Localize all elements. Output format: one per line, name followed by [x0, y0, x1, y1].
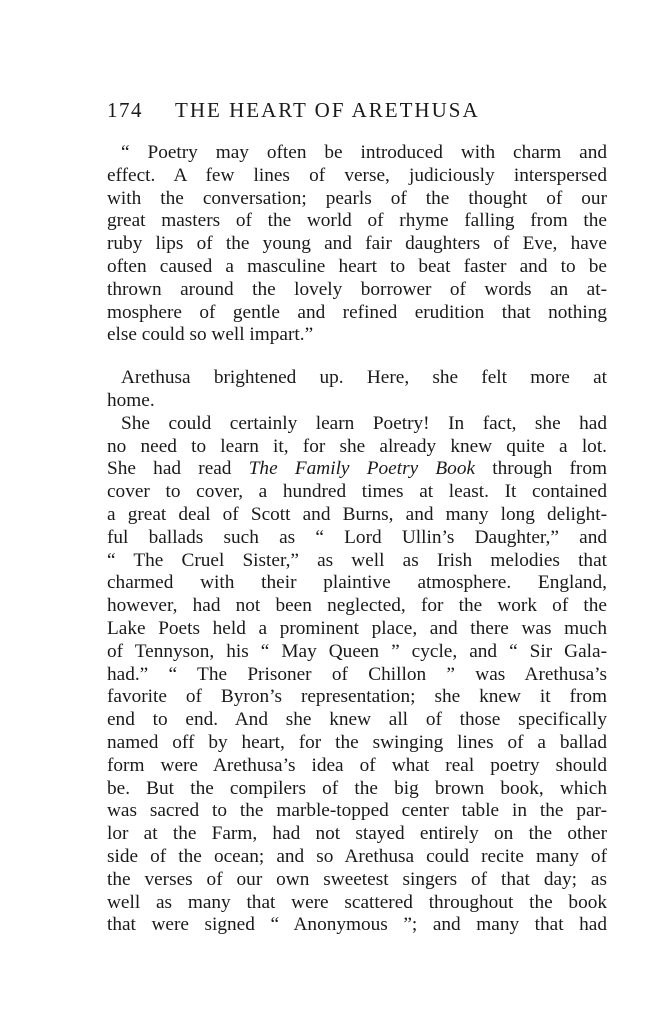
text-line: form were Arethusa’s idea of what real poetry should: [107, 754, 607, 776]
text-line: “ Poetry may often be introduced with charm and: [121, 142, 607, 163]
text-line: mosphere of gentle and refined erudition that nothing: [107, 301, 607, 323]
text-line: named off by heart, for the swinging lines of a ballad: [107, 731, 607, 753]
text-line: well as many that were scattered throughout the book: [107, 891, 607, 913]
text-line: ful ballads such as “ Lord Ullin’s Daughter,” and: [107, 526, 607, 548]
text-line: great masters of the world of rhyme falling from the: [107, 210, 607, 232]
text-line: the verses of our own sweetest singers of that day; as: [107, 868, 607, 890]
page-body: [107, 142, 607, 937]
text-line: Arethusa brightened up. Here, she felt more at: [121, 367, 607, 389]
text-line: had.” “ The Prisoner of Chillon ” was Arethusa’s: [107, 663, 607, 685]
text-fragment: She had read: [107, 458, 249, 480]
quote-paragraph: [107, 142, 607, 347]
text-line: be. But the compilers of the big brown book, which: [107, 777, 607, 799]
paragraph-gap: [107, 347, 607, 367]
text-line: charmed with their plaintive atmosphere. England,: [107, 572, 607, 594]
text-line: of Tennyson, his “ May Queen ” cycle, and “ Sir Gala-: [107, 640, 607, 662]
text-line: “ The Cruel Sister,” as well as Irish melodies that: [107, 549, 607, 571]
text-line: Lake Poets held a prominent place, and there was much: [107, 617, 607, 639]
text-line: was sacred to the marble-topped center table in the par-: [107, 800, 607, 822]
text-line: effect. A few lines of verse, judiciously interspersed: [107, 164, 607, 186]
text-line: no need to learn it, for she already knew quite a lot.: [107, 435, 607, 457]
text-line: cover to cover, a hundred times at least. It contained: [107, 481, 607, 503]
text-line: She could certainly learn Poetry! In fact, she had: [121, 412, 607, 434]
text-line: thrown around the lovely borrower of words an at-: [107, 278, 607, 300]
text-line: [107, 458, 607, 481]
text-line: that were signed “ Anonymous ”; and many that had: [107, 914, 607, 936]
text-line: home.: [107, 389, 155, 411]
text-line: with the conversation; pearls of the thought of our: [107, 187, 607, 209]
page-number: 174: [107, 98, 143, 122]
text-line: end to end. And she knew all of those specifically: [107, 709, 607, 731]
paragraph-arethusa-brightened: [107, 367, 607, 413]
running-title: THE HEART OF ARETHUSA: [175, 98, 480, 122]
text-line: favorite of Byron’s representation; she knew it from: [107, 686, 607, 708]
text-line: however, had not been neglected, for the work of the: [107, 595, 607, 617]
text-line: else could so well impart.”: [107, 324, 314, 346]
text-line: side of the ocean; and so Arethusa could recite many of: [107, 845, 607, 867]
text-fragment: through from: [475, 458, 607, 480]
running-header: [107, 98, 607, 128]
book-title: The Family Poetry Book: [248, 458, 476, 480]
text-line: a great deal of Scott and Burns, and many long delight-: [107, 503, 607, 525]
text-line: often caused a masculine heart to beat faster and to be: [107, 255, 607, 277]
text-line: ruby lips of the young and fair daughters of Eve, have: [107, 233, 607, 255]
text-line: lor at the Farm, had not stayed entirely on the other: [107, 823, 607, 845]
paragraph-poetry: [107, 413, 607, 937]
